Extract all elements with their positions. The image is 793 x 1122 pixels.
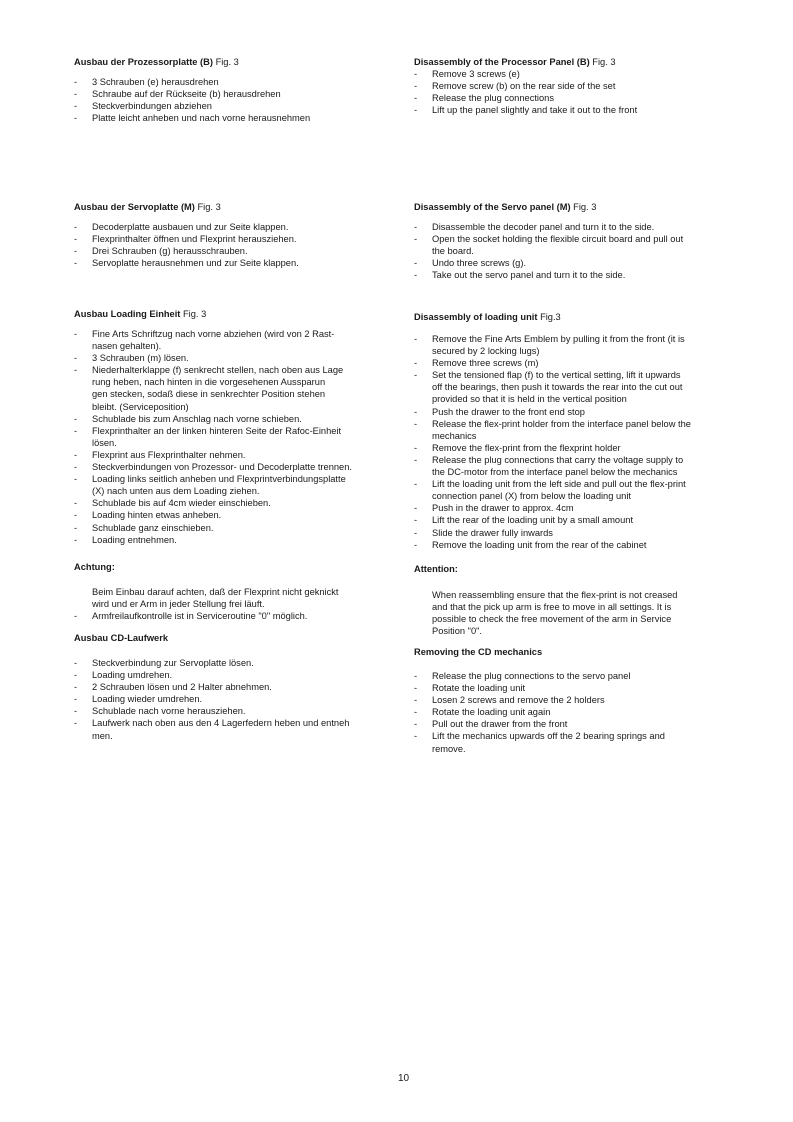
list-item: - Schublade ganz einschieben.	[74, 522, 394, 534]
de-processor-steps	[74, 76, 394, 124]
fig-ref: Fig. 3	[592, 57, 616, 67]
list-item: - Rotate the loading unit	[414, 682, 729, 694]
list-item: - Loading links seitlich anheben und Flexprintverbindungsplatte (X) nach unten aus dem Loading ziehen.	[74, 473, 394, 497]
fig-ref: Fig. 3	[197, 202, 221, 212]
list-item: - Loading umdrehen.	[74, 669, 394, 681]
en-processor-heading	[414, 56, 729, 68]
list-item: - Schraube auf der Rückseite (b) herausdrehen	[74, 88, 394, 100]
list-item: - Lift the mechanics upwards off the 2 bearing springs and remove.	[414, 730, 729, 754]
list-item: - Loading entnehmen.	[74, 534, 394, 546]
heading-text: Ausbau der Servoplatte (M)	[74, 202, 195, 212]
list-item: - Open the socket holding the flexible circuit board and pull out the board.	[414, 233, 729, 257]
en-processor-section	[414, 56, 729, 116]
list-item: - Release the plug connections	[414, 92, 729, 104]
de-loading-steps	[74, 328, 394, 546]
list-item: - Release the plug connections to the servo panel	[414, 670, 729, 682]
heading-text: Disassembly of the Servo panel (M)	[414, 202, 571, 212]
en-cd-heading	[414, 646, 729, 658]
de-servo-section	[74, 201, 394, 269]
list-item: - Pull out the drawer from the front	[414, 718, 729, 730]
list-item: - Fine Arts Schriftzug nach vorne abziehen (wird von 2 Rast- nasen gehalten).	[74, 328, 394, 352]
heading-text: Disassembly of the Processor Panel (B)	[414, 57, 590, 67]
en-loading-steps	[414, 333, 729, 551]
heading-text: Attention:	[414, 564, 458, 574]
list-item: - Lift up the panel slightly and take it out to the front	[414, 104, 729, 116]
heading-text: Achtung:	[74, 562, 115, 572]
de-processor-section	[74, 56, 394, 124]
en-loading-section	[414, 311, 729, 551]
fig-ref: Fig. 3	[215, 57, 239, 67]
de-processor-heading	[74, 56, 394, 68]
list-item: - 3 Schrauben (m) lösen.	[74, 352, 394, 364]
list-item: - Steckverbindung zur Servoplatte lösen.	[74, 657, 394, 669]
list-item: - Flexprinthalter an der linken hinteren Seite der Rafoc-Einheit lösen.	[74, 425, 394, 449]
heading-text: Ausbau Loading Einheit	[74, 309, 181, 319]
list-item: - 2 Schrauben lösen und 2 Halter abnehmen.	[74, 681, 394, 693]
list-item: - Loading hinten etwas anheben.	[74, 509, 394, 521]
de-cd-steps	[74, 657, 394, 742]
list-item: - Flexprint aus Flexprinthalter nehmen.	[74, 449, 394, 461]
heading-text: Ausbau der Prozessorplatte (B)	[74, 57, 213, 67]
en-cd-section	[414, 646, 729, 755]
list-item: - Steckverbindungen abziehen	[74, 100, 394, 112]
de-cd-section	[74, 632, 394, 742]
page-number: 10	[398, 1073, 410, 1084]
de-servo-heading	[74, 201, 394, 213]
list-item: - Set the tensioned flap (f) to the vertical setting, lift it upwards off the bearings, then push it towards the rear into the cut out provided so that it is held in the vertical position	[414, 369, 729, 405]
heading-text: Ausbau CD-Laufwerk	[74, 633, 169, 643]
heading-text: Removing the CD mechanics	[414, 647, 543, 657]
en-attention-heading	[414, 563, 729, 575]
en-cd-steps	[414, 670, 729, 755]
list-item: - Remove screw (b) on the rear side of the set	[414, 80, 729, 92]
list-item: - Loading wieder umdrehen.	[74, 693, 394, 705]
list-item: - Remove the loading unit from the rear of the cabinet	[414, 539, 729, 551]
fig-ref: Fig. 3	[183, 309, 207, 319]
en-attention-section	[414, 563, 729, 637]
de-servo-steps	[74, 221, 394, 269]
list-item: - Schublade bis auf 4cm wieder einschieben.	[74, 497, 394, 509]
list-item: - Losen 2 screws and remove the 2 holders	[414, 694, 729, 706]
list-item: - Remove the Fine Arts Emblem by pulling it from the front (it is secured by 2 locking lugs)	[414, 333, 729, 357]
fig-ref: Fig.3	[540, 312, 561, 322]
list-item: - Take out the servo panel and turn it to the side.	[414, 269, 729, 281]
list-item: - Armfreilaufkontrolle ist in Serviceroutine "0" möglich.	[74, 610, 394, 622]
list-item: - Schublade nach vorne herausziehen.	[74, 705, 394, 717]
en-servo-steps	[414, 221, 729, 281]
en-servo-heading	[414, 201, 729, 213]
list-item: - Rotate the loading unit again	[414, 706, 729, 718]
list-item: - Decoderplatte ausbauen und zur Seite klappen.	[74, 221, 394, 233]
list-item: - Slide the drawer fully inwards	[414, 527, 729, 539]
list-item: - Steckverbindungen von Prozessor- und Decoderplatte trennen.	[74, 461, 394, 473]
en-servo-section	[414, 201, 729, 281]
list-item: - Servoplatte herausnehmen und zur Seite klappen.	[74, 257, 394, 269]
list-item: - Disassemble the decoder panel and turn it to the side.	[414, 221, 729, 233]
en-loading-heading	[414, 311, 729, 323]
list-item: - Platte leicht anheben und nach vorne herausnehmen	[74, 112, 394, 124]
de-attention-section	[74, 561, 394, 622]
list-item: - Schublade bis zum Anschlag nach vorne schieben.	[74, 413, 394, 425]
list-item: - Flexprinthalter öffnen und Flexprint herausziehen.	[74, 233, 394, 245]
list-item: - Push the drawer to the front end stop	[414, 406, 729, 418]
list-item: - Laufwerk nach oben aus den 4 Lagerfedern heben und entneh men.	[74, 717, 394, 741]
en-attention-note: When reassembling ensure that the flex-print is not creased and that the pick up arm is free to move in all settings. It is possible to check the free movement of the arm in Service Position "0".	[432, 590, 678, 637]
list-item: - Remove 3 screws (e)	[414, 68, 729, 80]
list-item: - Drei Schrauben (g) herausschrauben.	[74, 245, 394, 257]
de-loading-heading	[74, 308, 394, 320]
list-item: - Release the flex-print holder from the interface panel below the mechanics	[414, 418, 729, 442]
list-item: - Release the plug connections that carry the voltage supply to the DC-motor from the interface panel below the mechanics	[414, 454, 729, 478]
fig-ref: Fig. 3	[573, 202, 597, 212]
de-attention-heading	[74, 561, 394, 573]
de-loading-section	[74, 308, 394, 546]
de-attention-steps	[74, 610, 394, 622]
list-item: - Niederhalterklappe (f) senkrecht stellen, nach oben aus Lage rung heben, nach hinten in die vorgesehenen Aussparun gen stecken, sodaß diese in senkrechter Position stehen bleibt. (Serviceposition)	[74, 364, 394, 412]
list-item: - Undo three screws (g).	[414, 257, 729, 269]
list-item: - Lift the loading unit from the left side and pull out the flex-print connection panel (X) from below the loading unit	[414, 478, 729, 502]
list-item: - Push in the drawer to approx. 4cm	[414, 502, 729, 514]
list-item: - Lift the rear of the loading unit by a small amount	[414, 514, 729, 526]
list-item: - Remove three screws (m)	[414, 357, 729, 369]
en-processor-steps	[414, 68, 729, 116]
de-attention-note: Beim Einbau darauf achten, daß der Flexprint nicht geknickt wird und er Arm in jeder Stellung frei läuft.	[92, 587, 339, 610]
list-item: - Remove the flex-print from the flexprint holder	[414, 442, 729, 454]
de-cd-heading	[74, 632, 394, 644]
heading-text: Disassembly of loading unit	[414, 312, 538, 322]
list-item: - 3 Schrauben (e) herausdrehen	[74, 76, 394, 88]
